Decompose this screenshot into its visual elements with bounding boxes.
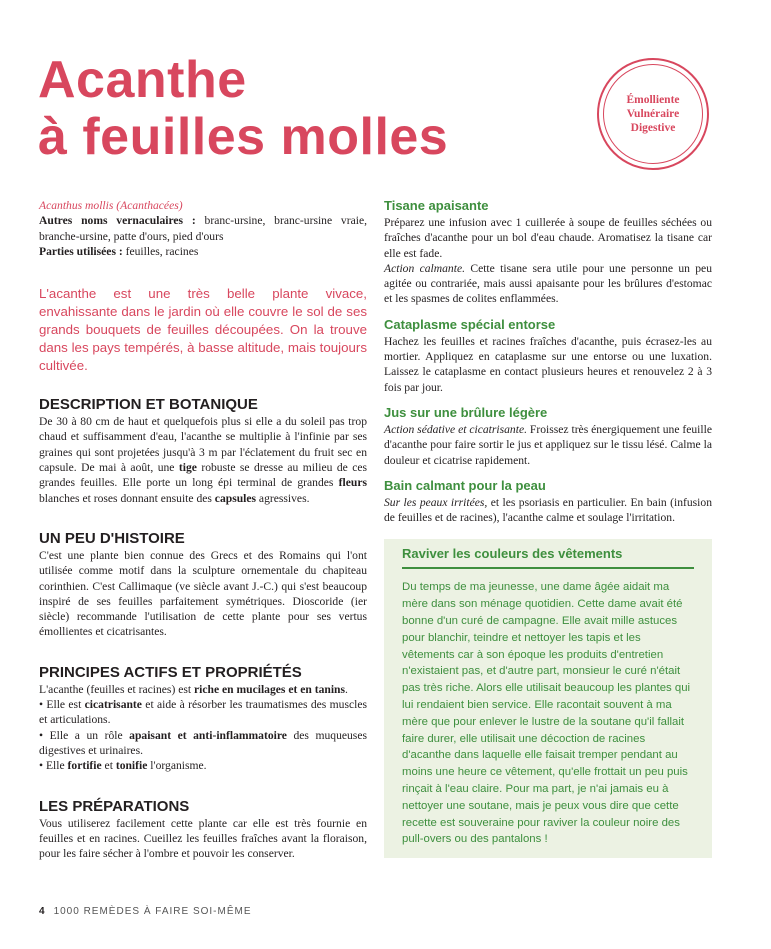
description-text-2: robuste se dresse au milieu de ces grandes feuilles. Elle porte un long épi terminal de grandes: [39, 461, 367, 490]
page-number: 4: [39, 906, 46, 917]
cataplasme-heading: Cataplasme spécial entorse: [384, 316, 556, 332]
seal-inner-ring: [603, 64, 703, 164]
seal-line-3: Digestive: [630, 122, 676, 134]
seal-line-1: Émolliente: [626, 94, 680, 106]
bullet-1-bold: cicatrisante: [84, 698, 142, 712]
bain-text: [384, 495, 712, 526]
page-title: [38, 52, 448, 166]
tisane-text: [384, 215, 712, 307]
latin-name: Acanthus mollis (Acanthacées): [39, 199, 183, 212]
bain-text-1: et les psoriasis en particulier. En bain (infusion de feuilles et de racines), l'acanthe calme et soulage l'irritation.: [384, 495, 712, 525]
tisane-heading: Tisane apaisante: [384, 198, 489, 213]
principles-heading: PRINCIPES ACTIFS ET PROPRIÉTÉS: [39, 663, 302, 681]
intro-paragraph: L'acanthe est une très belle plante vivace, envahissante dans le jardin où elle couvre le sol de ses grands bouquets de feuilles découpées. On la trouve dans les pays tempérés, à basse altitude, mais toujours cultivée.: [39, 286, 367, 374]
book-title: 1000 REMÈDES À FAIRE SOI-MÊME: [53, 906, 252, 917]
jus-action: Action sédative et cicatrisante.: [384, 422, 527, 436]
parts-value: feuilles, racines: [122, 244, 199, 258]
bullet-2-pre: • Elle a un rôle: [39, 728, 130, 742]
title-line-2: à feuilles molles: [38, 108, 449, 166]
description-heading: DESCRIPTION ET BOTANIQUE: [39, 396, 258, 414]
tip-box: [384, 539, 712, 858]
description-text-1: De 30 à 80 cm de haut et quelquefois plus si elle a du soleil pas trop chaud et suffisamment d'eau, l'acanthe se multiplie à l'infinie par ses graines qui sont projetées jusqu'à 3 m par l'éclatement du fruit sec en capsule. De mai à août, une: [39, 415, 367, 475]
principles-bullet-3: [39, 758, 367, 773]
bullet-2-post: des muqueuses digestives et urinaires.: [39, 728, 367, 757]
bullet-2-bold: apaisant et anti-inflammatoire: [129, 728, 287, 742]
tisane-action: Action calmante.: [384, 261, 465, 275]
description-text-4: agressives.: [256, 491, 310, 505]
identity-block: [39, 198, 367, 259]
tip-box-title: Raviver les couleurs des vêtements: [402, 545, 694, 569]
description-bold-2: fleurs: [338, 476, 367, 490]
history-text: C'est une plante bien connue des Grecs et des Romains qui l'ont utilisée comme motif dans la sculpture ornementale du chapiteau corinthien. C'est Callimaque (ve siècle avant J.-C.) qui s'est beaucoup inspiré de ses feuilles parfaitement symétriques. Dioscoride (ier siècle) recommande l'utilisation de cette plante pour ses vertus émollientes et cicatrisantes.: [39, 548, 367, 639]
right-column: [384, 198, 712, 858]
left-column: [39, 198, 367, 861]
jus-heading: Jus sur une brûlure légère: [384, 404, 548, 420]
description-text-3: blanches et roses donnant ensuite des: [39, 491, 215, 505]
bullet-3-bold-2: tonifie: [115, 759, 148, 773]
jus-text-1: Froissez très énergiquement une feuille d'acanthe pour faire sortir le jus et appliquez sur le tissu lésé. Calme la douleur et cicatrise rapidement.: [384, 422, 712, 467]
vernacular-names: branc-ursine, branc-ursine vraie, branche-ursine, patte d'ours, pied d'ours: [39, 214, 367, 243]
jus-text: [384, 422, 712, 468]
description-bold-3: capsules: [214, 491, 257, 505]
cataplasme-text: Hachez les feuilles et racines fraîches d'acanthe, puis écrasez-les au mortier. Appliquez en cataplasme sur une entorse ou une luxation. Laissez le cataplasme en contact plusieurs heures et renouvelez 2 à 3 fois par jour.: [384, 334, 712, 394]
history-section: [39, 530, 367, 640]
bain-section: [384, 478, 712, 526]
title-line-1: Acanthe: [38, 51, 247, 109]
seal-line-2: Vulnéraire: [626, 108, 680, 120]
description-text: [39, 414, 367, 506]
page-footer: [39, 906, 252, 917]
principles-bullet-1: [39, 697, 367, 728]
principles-section: [39, 664, 367, 774]
principles-bold-1: riche en mucilages et en tanins: [193, 682, 346, 696]
preparations-section: [39, 798, 367, 862]
description-section: [39, 396, 367, 506]
parts-label: Parties utilisées :: [39, 244, 123, 258]
description-bold-1: tige: [178, 461, 197, 475]
bain-italic: Sur les peaux irritées,: [384, 495, 488, 509]
bullet-3-pre: • Elle: [39, 759, 68, 773]
tisane-text-2: Cette tisane sera utile pour une personne un peu agitée ou contrariée, mais aussi apaisante pour les brûlures d'estomac et les spasmes de colites enflammées.: [384, 261, 712, 306]
bullet-3-bold-1: fortifie: [67, 759, 102, 773]
bullet-1-pre: • Elle est: [39, 698, 85, 712]
bullet-1-post: et aide à résorber les traumatismes des muscles et articulations.: [39, 698, 367, 727]
tisane-text-1: Préparez une infusion avec 1 cuillerée à soupe de feuilles séchées ou fraîches d'acanthe pour un bol d'eau chaude. Aromatisez la tisane car elle est fade.: [384, 216, 712, 260]
tip-box-text: Du temps de ma jeunesse, une dame âgée aidait ma mère dans son ménage quotidien. Cette dame avait été bonne d'un curé de campagne. Elle avait mille astuces pour blanchir, teindre et nettoyer les tapis et les vêtements car à son époque les produits d'entretien n'existaient pas, et d'autre part, monsieur le curé n'était pas très riche. Alors elle utilisait beaucoup les plantes qui lui rendaient bien service. Elle racontait souvent à ma mère que pour enlever le lustre de la soutane qu'il fallait faire durer, elle utilisait une décoction de racines d'acanthe dans laquelle elle faisait tremper pendant au moins une heure ce vêtement, qu'elle frottait un peu puis rinçait à l'eau claire. Pour ma part, je n'ai jamais eu à nettoyer une soutane, mais je peux vous dire que cette recette est souveraine pour raviver la couleur noire des pull-overs ou des pantalons !: [402, 581, 691, 846]
preparations-heading: LES PRÉPARATIONS: [39, 797, 190, 815]
principles-bullet-2: [39, 728, 367, 759]
bain-heading: Bain calmant pour la peau: [384, 477, 546, 493]
bullet-3-mid: et: [101, 759, 116, 773]
tisane-section: [384, 198, 712, 307]
preparations-text: Vous utiliserez facilement cette plante car elle est très fournie en feuilles et en racines. Cueillez les feuilles fraîches avant la floraison, pour les faire sécher à l'ombre et pouvoir les conserver.: [39, 816, 367, 861]
principles-intro: [39, 682, 367, 697]
jus-section: [384, 405, 712, 468]
bullet-3-post: l'organisme.: [147, 759, 207, 773]
history-heading: UN PEU D'HISTOIRE: [39, 529, 185, 547]
properties-seal: [597, 58, 709, 170]
vernacular-label: Autres noms vernaculaires :: [39, 214, 196, 228]
principles-text-2: .: [345, 682, 348, 696]
principles-text-1: L'acanthe (feuilles et racines) est: [39, 682, 194, 696]
cataplasme-section: [384, 317, 712, 395]
